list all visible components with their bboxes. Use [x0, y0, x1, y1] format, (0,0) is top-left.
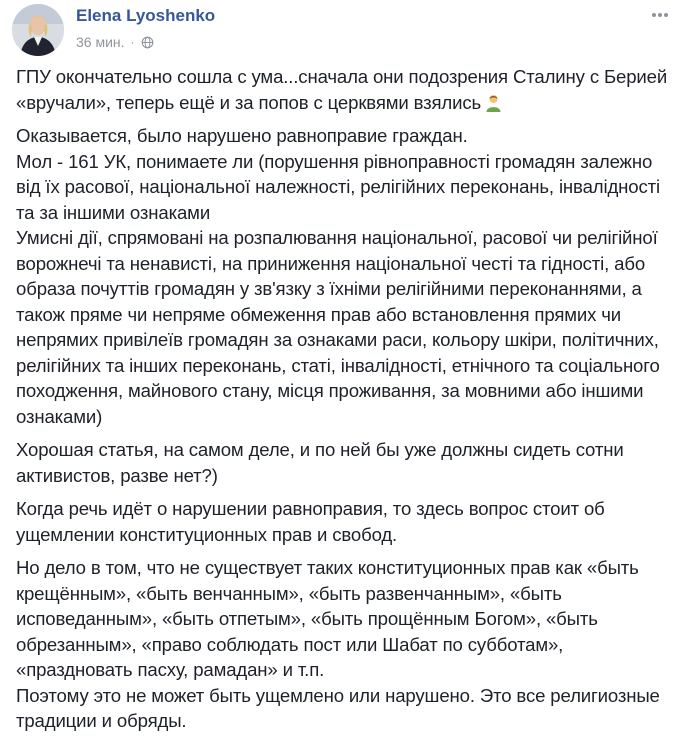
paragraph: Поэтому это не может быть ущемлено или нарушено. Это все религиозные традиции и обряды. [16, 684, 660, 731]
paragraph: Оказывается, было нарушено равноправие граждан. [16, 125, 468, 146]
post-meta [76, 34, 154, 50]
paragraph: Когда речь идёт о нарушении равноправия, то здесь вопрос стоит об ущемлении конституционных прав и свобод. [16, 498, 605, 545]
author-name[interactable]: Elena Lyoshenko [76, 6, 216, 25]
paragraph [16, 64, 668, 115]
paragraph: Умисні дії, спрямовані на розпалювання національної, расової чи релігійної ворожнечі та ненависті, на приниження національної честі та гідності, або образа почуттів громадян у зв'язку з їхніми релігійними переконаннями, а також пряме чи непряме обмеження прав або встановлення прямих чи непрямих привілеїв громадян за ознаками раси, кольору шкіри, політичних, релігійних та інших переконань, статі, інвалідності, етнічного та соціального походження, майнового стану, місця проживання, за мовними або іншими ознаками) [16, 227, 660, 427]
post-time[interactable]: 36 мин. [76, 34, 125, 50]
paragraph: Мол - 161 УК, понимаете ли (порушення рівноправності громадян залежно від їх расової, національної належності, релігійних переконань, інвалідності та за іншими ознаками [16, 150, 660, 223]
post-text [16, 64, 668, 734]
person-emoji-icon [485, 94, 502, 112]
post-header [10, 0, 670, 60]
more-options-icon[interactable] [650, 8, 670, 22]
paragraph: Но дело в том, что не существует таких конституционных прав как «быть крещённым», «быть венчанным», «быть развенчанным», «быть исповеданным», «быть отпетым», «быть прощённым Богом», «быть обрезанным», «право соблюдать пост или Шабат по субботам», «праздновать пасху, рамадан» и т.п. [16, 557, 639, 680]
paragraph: Хорошая статья, на самом деле, и по ней бы уже должны сидеть сотни активистов, разве нет?) [16, 439, 624, 486]
paragraph-text: ГПУ окончательно сошла с ума...сначала они подозрения Сталину с Берией «вручали», теперь ещё и за попов с церквями взялись [16, 66, 668, 113]
globe-icon[interactable] [141, 36, 154, 49]
avatar-image [12, 4, 64, 56]
avatar[interactable] [12, 4, 64, 56]
meta-separator: · [130, 35, 135, 49]
